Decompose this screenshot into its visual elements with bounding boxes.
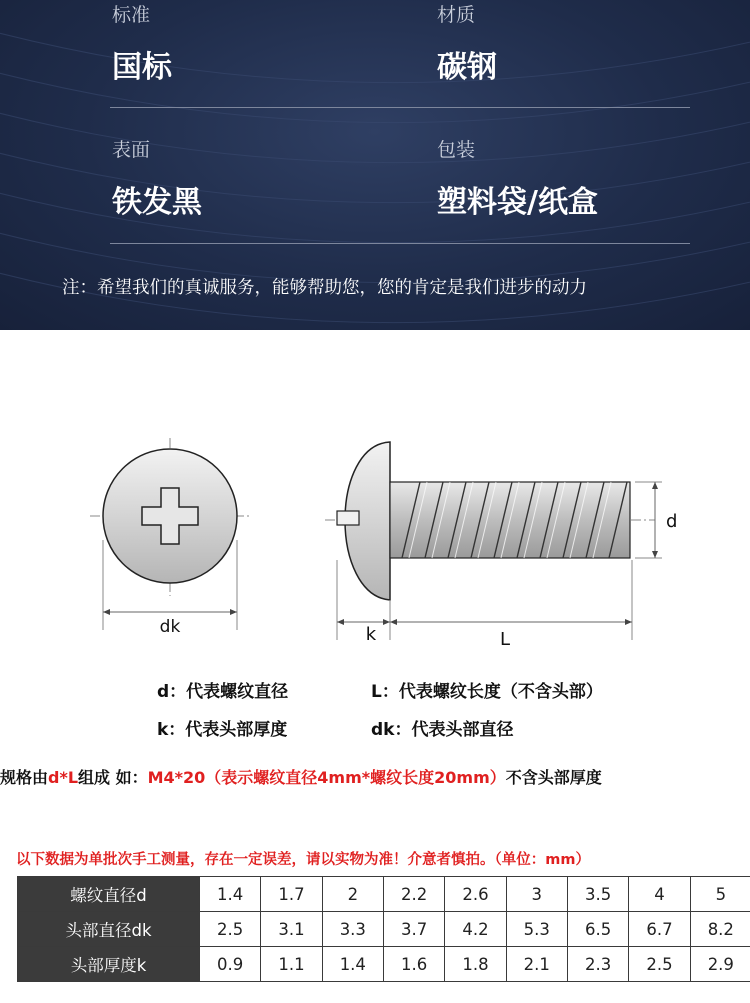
table-cell: 0.9	[200, 947, 261, 982]
table-cell: 2.1	[506, 947, 567, 982]
table-cell: 3.5	[567, 877, 628, 912]
table-cell: 2.5	[200, 912, 261, 947]
table-cell: 2.5	[629, 947, 690, 982]
table-cell: 6.7	[629, 912, 690, 947]
table-cell: 1.7	[261, 877, 322, 912]
head-front-view	[90, 438, 250, 630]
table-row	[18, 947, 750, 982]
spec-panel	[0, 0, 750, 330]
spec-label-packaging: 包装	[437, 139, 476, 161]
screw-diagram	[0, 330, 750, 660]
table-cell: 1.4	[200, 877, 261, 912]
table-cell: 2.9	[690, 947, 750, 982]
table-cell: 2.2	[383, 877, 444, 912]
spec-line-example: M4*20（表示螺纹直径4mm*螺纹长度20mm）	[147, 768, 506, 787]
table-cell: 8.2	[690, 912, 750, 947]
table-cell: 3.7	[383, 912, 444, 947]
table-cell: 4	[629, 877, 690, 912]
legend-L: L：代表螺纹长度（不含头部）	[371, 682, 603, 702]
spec-line-mid: 组成 如：	[78, 768, 148, 787]
table-cell: 5	[690, 877, 750, 912]
spec-line-prefix: 规格由	[0, 768, 49, 787]
row-header: 头部厚度k	[18, 947, 200, 982]
d-dimension-label: d	[666, 511, 678, 532]
spec-label-surface: 表面	[112, 139, 151, 161]
divider-2	[110, 243, 690, 244]
legend-dk: dk：代表头部直径	[371, 720, 514, 740]
spec-line-suffix: 不含头部厚度	[505, 768, 602, 787]
k-dimension-label: k	[365, 624, 377, 645]
table-cell: 2.6	[445, 877, 506, 912]
table-cell: 2.3	[567, 947, 628, 982]
size-table	[17, 876, 750, 982]
table-cell: 3.3	[322, 912, 383, 947]
table-row	[18, 912, 750, 947]
spec-value-packaging: 塑料袋/纸盒	[437, 185, 598, 220]
spec-label-standard: 标准	[112, 4, 151, 26]
table-cell: 3	[506, 877, 567, 912]
row-header: 螺纹直径d	[18, 877, 200, 912]
screw-drawing	[0, 330, 750, 660]
L-dimension-label: L	[499, 629, 511, 650]
divider-1	[110, 107, 690, 108]
table-cell: 1.8	[445, 947, 506, 982]
table-cell: 1.1	[261, 947, 322, 982]
legend-k: k：代表头部厚度	[157, 720, 288, 740]
legend-d: d：代表螺纹直径	[157, 682, 289, 702]
spec-value-material: 碳钢	[437, 50, 497, 85]
spec-label-material: 材质	[437, 4, 476, 26]
spec-format-line	[0, 765, 602, 788]
table-row	[18, 877, 750, 912]
table-cell: 6.5	[567, 912, 628, 947]
service-note: 注：希望我们的真诚服务，能够帮助您，您的肯定是我们进步的动力	[62, 278, 587, 298]
table-cell: 2	[322, 877, 383, 912]
table-cell: 4.2	[445, 912, 506, 947]
row-header: 头部直径dk	[18, 912, 200, 947]
measurement-disclaimer: 以下数据为单批次手工测量，存在一定误差，请以实物为准！介意者慎拍。（单位：mm）	[16, 852, 590, 868]
spec-value-surface: 铁发黑	[112, 185, 202, 220]
screw-side-view	[325, 442, 662, 640]
table-cell: 1.6	[383, 947, 444, 982]
table-cell: 3.1	[261, 912, 322, 947]
spec-value-standard: 国标	[112, 50, 172, 85]
table-cell: 1.4	[322, 947, 383, 982]
spec-line-format: d*L	[48, 768, 79, 787]
dk-dimension-label: dk	[159, 617, 181, 637]
table-cell: 5.3	[506, 912, 567, 947]
